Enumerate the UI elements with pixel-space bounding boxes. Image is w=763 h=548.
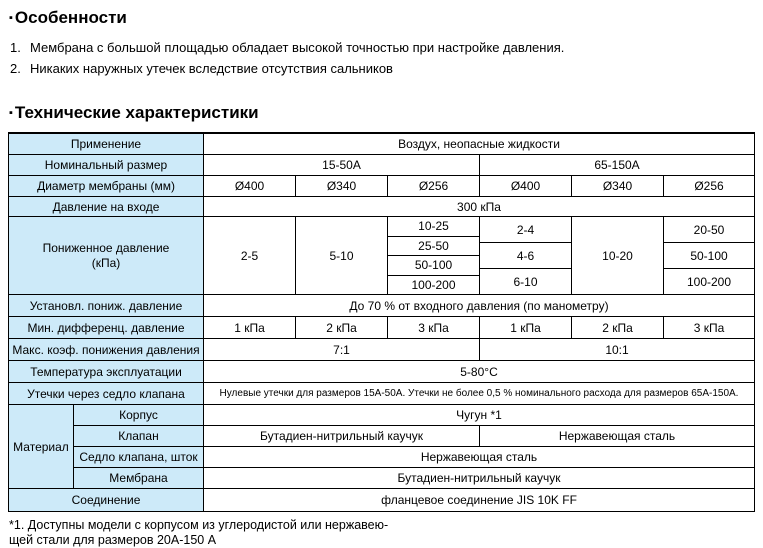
material-valve-row bbox=[74, 426, 754, 447]
specs-section-title bbox=[9, 103, 763, 123]
max-reduction-ratio-label: Макс. коэф. понижения давления bbox=[9, 339, 204, 361]
material-seat-stem-value: Нержавеющая сталь bbox=[204, 447, 754, 468]
row-max-reduction-ratio bbox=[9, 339, 754, 361]
reduced-pressure-400-large bbox=[480, 217, 572, 295]
max-reduction-ratio-large: 10:1 bbox=[480, 339, 754, 361]
range-cell: 100-200 bbox=[686, 274, 732, 289]
min-differential-value: 3 кПа bbox=[388, 317, 480, 339]
material-valve-large: Нержавеющая сталь bbox=[480, 426, 754, 447]
diaphragm-diameter-value: Ø256 bbox=[388, 176, 480, 197]
reduced-pressure-400-small: 2-5 bbox=[204, 217, 296, 295]
reduced-pressure-label-line1: Пониженное давление bbox=[42, 240, 170, 255]
operating-temperature-value: 5-80°C bbox=[204, 361, 754, 383]
diaphragm-diameter-value: Ø400 bbox=[204, 176, 296, 197]
inlet-pressure-label: Давление на входе bbox=[9, 197, 204, 217]
inlet-pressure-value: 300 кПа bbox=[204, 197, 754, 217]
material-seat-stem-row bbox=[74, 447, 754, 468]
range-cell: 25-50 bbox=[388, 237, 479, 257]
features-section-title bbox=[9, 0, 763, 28]
row-material bbox=[9, 405, 754, 489]
set-reduced-pressure-value: До 70 % от входного давления (по манометру) bbox=[204, 295, 754, 317]
nominal-size-label: Номинальный размер bbox=[9, 155, 204, 176]
square-bullet-icon: ▪ bbox=[9, 11, 13, 24]
row-nominal-size bbox=[9, 155, 754, 176]
feature-item bbox=[10, 61, 763, 76]
min-differential-value: 3 кПа bbox=[664, 317, 754, 339]
diaphragm-diameter-value: Ø400 bbox=[480, 176, 572, 197]
min-differential-label: Мин. дифференц. давление bbox=[9, 317, 204, 339]
range-cell: 6-10 bbox=[513, 274, 538, 289]
set-reduced-pressure-label: Установл. пониж. давление bbox=[9, 295, 204, 317]
spec-table bbox=[8, 132, 755, 512]
row-application bbox=[9, 134, 754, 155]
feature-number: 2. bbox=[10, 61, 21, 76]
material-valve-label: Клапан bbox=[74, 426, 204, 447]
material-membrane-row bbox=[74, 468, 754, 489]
reduced-pressure-label-line2: (кПа) bbox=[91, 255, 121, 270]
feature-text: Мембрана с большой площадью обладает высокой точностью при настройке давления. bbox=[30, 40, 565, 55]
feature-number: 1. bbox=[10, 40, 21, 55]
max-reduction-ratio-small: 7:1 bbox=[204, 339, 480, 361]
nominal-size-large: 65-150A bbox=[480, 155, 754, 176]
material-seat-stem-label: Седло клапана, шток bbox=[74, 447, 204, 468]
range-cell: 20-50 bbox=[664, 217, 754, 243]
application-value: Воздух, неопасные жидкости bbox=[204, 134, 754, 155]
feature-item bbox=[10, 40, 763, 55]
row-inlet-pressure bbox=[9, 197, 754, 217]
diaphragm-diameter-value: Ø340 bbox=[296, 176, 388, 197]
application-label: Применение bbox=[9, 134, 204, 155]
connection-value: фланцевое соединение JIS 10K FF bbox=[381, 493, 577, 507]
row-reduced-pressure bbox=[9, 217, 754, 295]
reduced-pressure-label bbox=[9, 217, 204, 295]
material-body-value: Чугун *1 bbox=[204, 405, 754, 426]
range-cell: 50-100 bbox=[388, 256, 479, 276]
footnote-line2: щей стали для размеров 20А-150 А bbox=[9, 533, 217, 547]
seat-leakage-value: Нулевые утечки для размеров 15А-50А. Утечки не более 0,5 % номинального расхода для размеров 65А-150А. bbox=[204, 383, 754, 405]
features-title-text: Особенности bbox=[14, 8, 127, 27]
row-diaphragm-diameter bbox=[9, 176, 754, 197]
row-set-reduced-pressure bbox=[9, 295, 754, 317]
material-body-row bbox=[74, 405, 754, 426]
min-differential-value: 2 кПа bbox=[296, 317, 388, 339]
operating-temperature-label: Температура эксплуатации bbox=[9, 361, 204, 383]
row-seat-leakage bbox=[9, 383, 754, 405]
min-differential-value: 1 кПа bbox=[204, 317, 296, 339]
material-membrane-label: Мембрана bbox=[74, 468, 204, 489]
range-cell: 2-4 bbox=[480, 217, 571, 243]
row-min-differential bbox=[9, 317, 754, 339]
range-cell: 4-6 bbox=[480, 243, 571, 269]
reduced-pressure-340-small: 5-10 bbox=[296, 217, 388, 295]
row-operating-temperature bbox=[9, 361, 754, 383]
range-cell: 10-25 bbox=[388, 217, 479, 237]
material-label: Материал bbox=[9, 405, 74, 489]
connection-label: Соединение bbox=[9, 489, 204, 511]
square-bullet-icon: ▪ bbox=[9, 106, 13, 119]
row-connection bbox=[9, 489, 754, 511]
reduced-pressure-256-large bbox=[664, 217, 754, 295]
features-list bbox=[10, 40, 763, 76]
material-rows bbox=[74, 405, 754, 489]
nominal-size-small: 15-50A bbox=[204, 155, 480, 176]
material-membrane-value: Бутадиен-нитрильный каучук bbox=[204, 468, 754, 489]
material-valve-small: Бутадиен-нитрильный каучук bbox=[204, 426, 480, 447]
min-differential-value: 2 кПа bbox=[572, 317, 664, 339]
seat-leakage-label: Утечки через седло клапана bbox=[9, 383, 204, 405]
reduced-pressure-256-small bbox=[388, 217, 480, 295]
specs-title-text: Технические характеристики bbox=[14, 103, 259, 122]
material-body-label: Корпус bbox=[74, 405, 204, 426]
diaphragm-diameter-value: Ø340 bbox=[572, 176, 664, 197]
range-cell: 50-100 bbox=[664, 243, 754, 269]
diaphragm-diameter-value: Ø256 bbox=[664, 176, 754, 197]
reduced-pressure-340-large: 10-20 bbox=[572, 217, 664, 295]
diaphragm-diameter-label: Диаметр мембраны (мм) bbox=[9, 176, 204, 197]
min-differential-value: 1 кПа bbox=[480, 317, 572, 339]
feature-text: Никаких наружных утечек вследствие отсутствия сальников bbox=[30, 61, 393, 76]
range-cell: 100-200 bbox=[411, 277, 456, 292]
footnote-line1: *1. Доступны модели с корпусом из углеродистой или нержавею- bbox=[9, 518, 389, 532]
